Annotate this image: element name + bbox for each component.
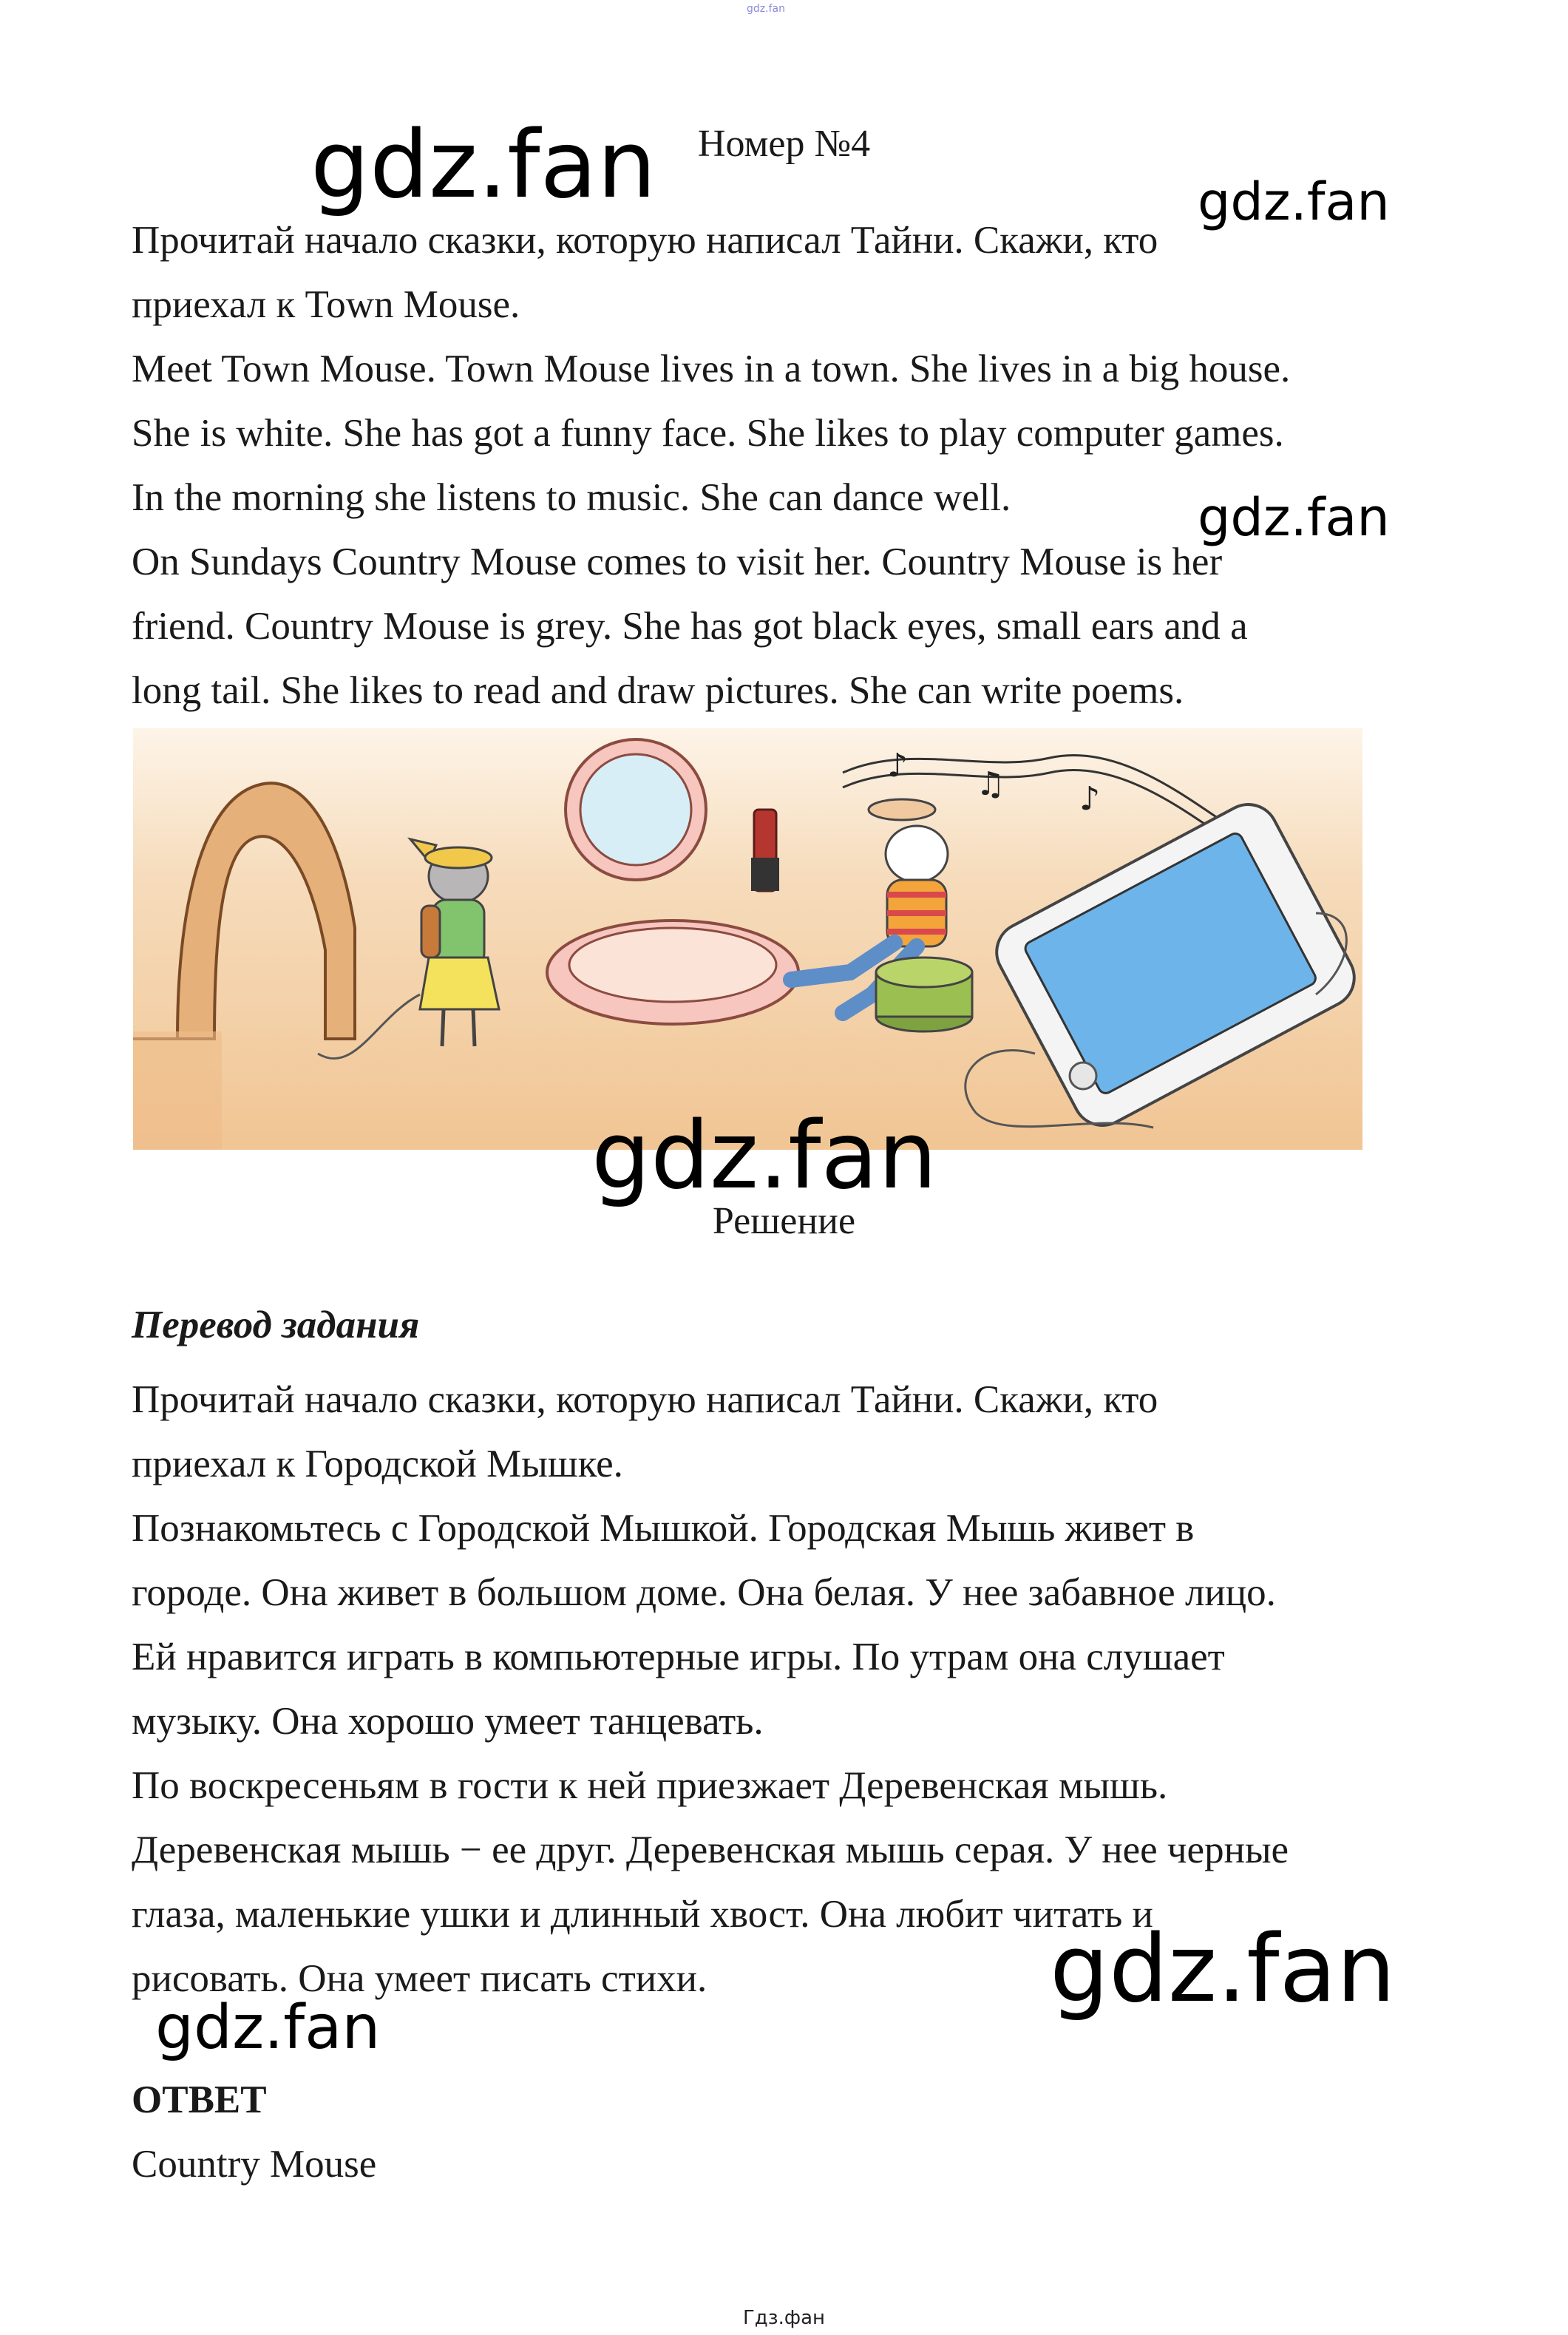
watermark: gdz.fan (591, 1101, 937, 1210)
task-line: She is white. She has got a funny face. She likes to play computer games. (132, 412, 1284, 455)
watermark: gdz.fan (1198, 487, 1390, 548)
task-line: friend. Country Mouse is grey. She has got black eyes, small ears and a (132, 605, 1248, 648)
translation-line: Прочитай начало сказки, которую написал Тайни. Скажи, кто (132, 1378, 1158, 1421)
translation-line: Познакомьтесь с Городской Мышкой. Городская Мышь живет в (132, 1507, 1195, 1550)
translation-line: городе. Она живет в большом доме. Она белая. У нее забавное лицо. (132, 1571, 1276, 1614)
watermark: gdz.fan (1198, 172, 1390, 232)
page-footer: Гдз.фан (742, 2307, 826, 2329)
story-illustration (133, 728, 1362, 1150)
top-watermark: gdz.fan (747, 3, 785, 15)
watermark: gdz.fan (1050, 1914, 1396, 2023)
answer-text: Country Mouse (132, 2143, 377, 2186)
translation-heading: Перевод задания (132, 1304, 420, 1346)
task-line: приехал к Town Mouse. (132, 283, 520, 326)
translation-line: глаза, маленькие ушки и длинный хвост. Она любит читать и (132, 1893, 1153, 1936)
task-line: long tail. She likes to read and draw pictures. She can write poems. (132, 669, 1184, 712)
svg-text:♪: ♪ (887, 747, 909, 784)
svg-text:♫: ♫ (976, 765, 1005, 803)
translation-line: Деревенская мышь − ее друг. Деревенская мышь серая. У нее черные (132, 1829, 1289, 1871)
solution-label: Решение (712, 1200, 856, 1242)
svg-text:♪: ♪ (1079, 780, 1101, 818)
page-title: Номер №4 (697, 123, 871, 165)
watermark: gdz.fan (155, 1993, 381, 2063)
translation-line: Ей нравится играть в компьютерные игры. По утрам она слушает (132, 1636, 1225, 1678)
task-line: In the morning she listens to music. She can dance well. (132, 476, 1011, 519)
translation-line: музыку. Она хорошо умеет танцевать. (132, 1700, 764, 1743)
task-text (132, 209, 1462, 723)
translation-line: приехал к Городской Мышке. (132, 1443, 623, 1485)
translation-line: рисовать. Она умеет писать стихи. (132, 1957, 707, 2000)
task-line: Прочитай начало сказки, которую написал Тайни. Скажи, кто (132, 219, 1158, 262)
watermark: gdz.fan (310, 110, 656, 219)
task-line: On Sundays Country Mouse comes to visit her. Country Mouse is her (132, 540, 1223, 583)
translation-line: По воскресеньям в гости к ней приезжает Деревенская мышь. (132, 1764, 1168, 1807)
answer-heading: ОТВЕТ (132, 2078, 267, 2121)
task-line: Meet Town Mouse. Town Mouse lives in a town. She lives in a big house. (132, 348, 1291, 390)
